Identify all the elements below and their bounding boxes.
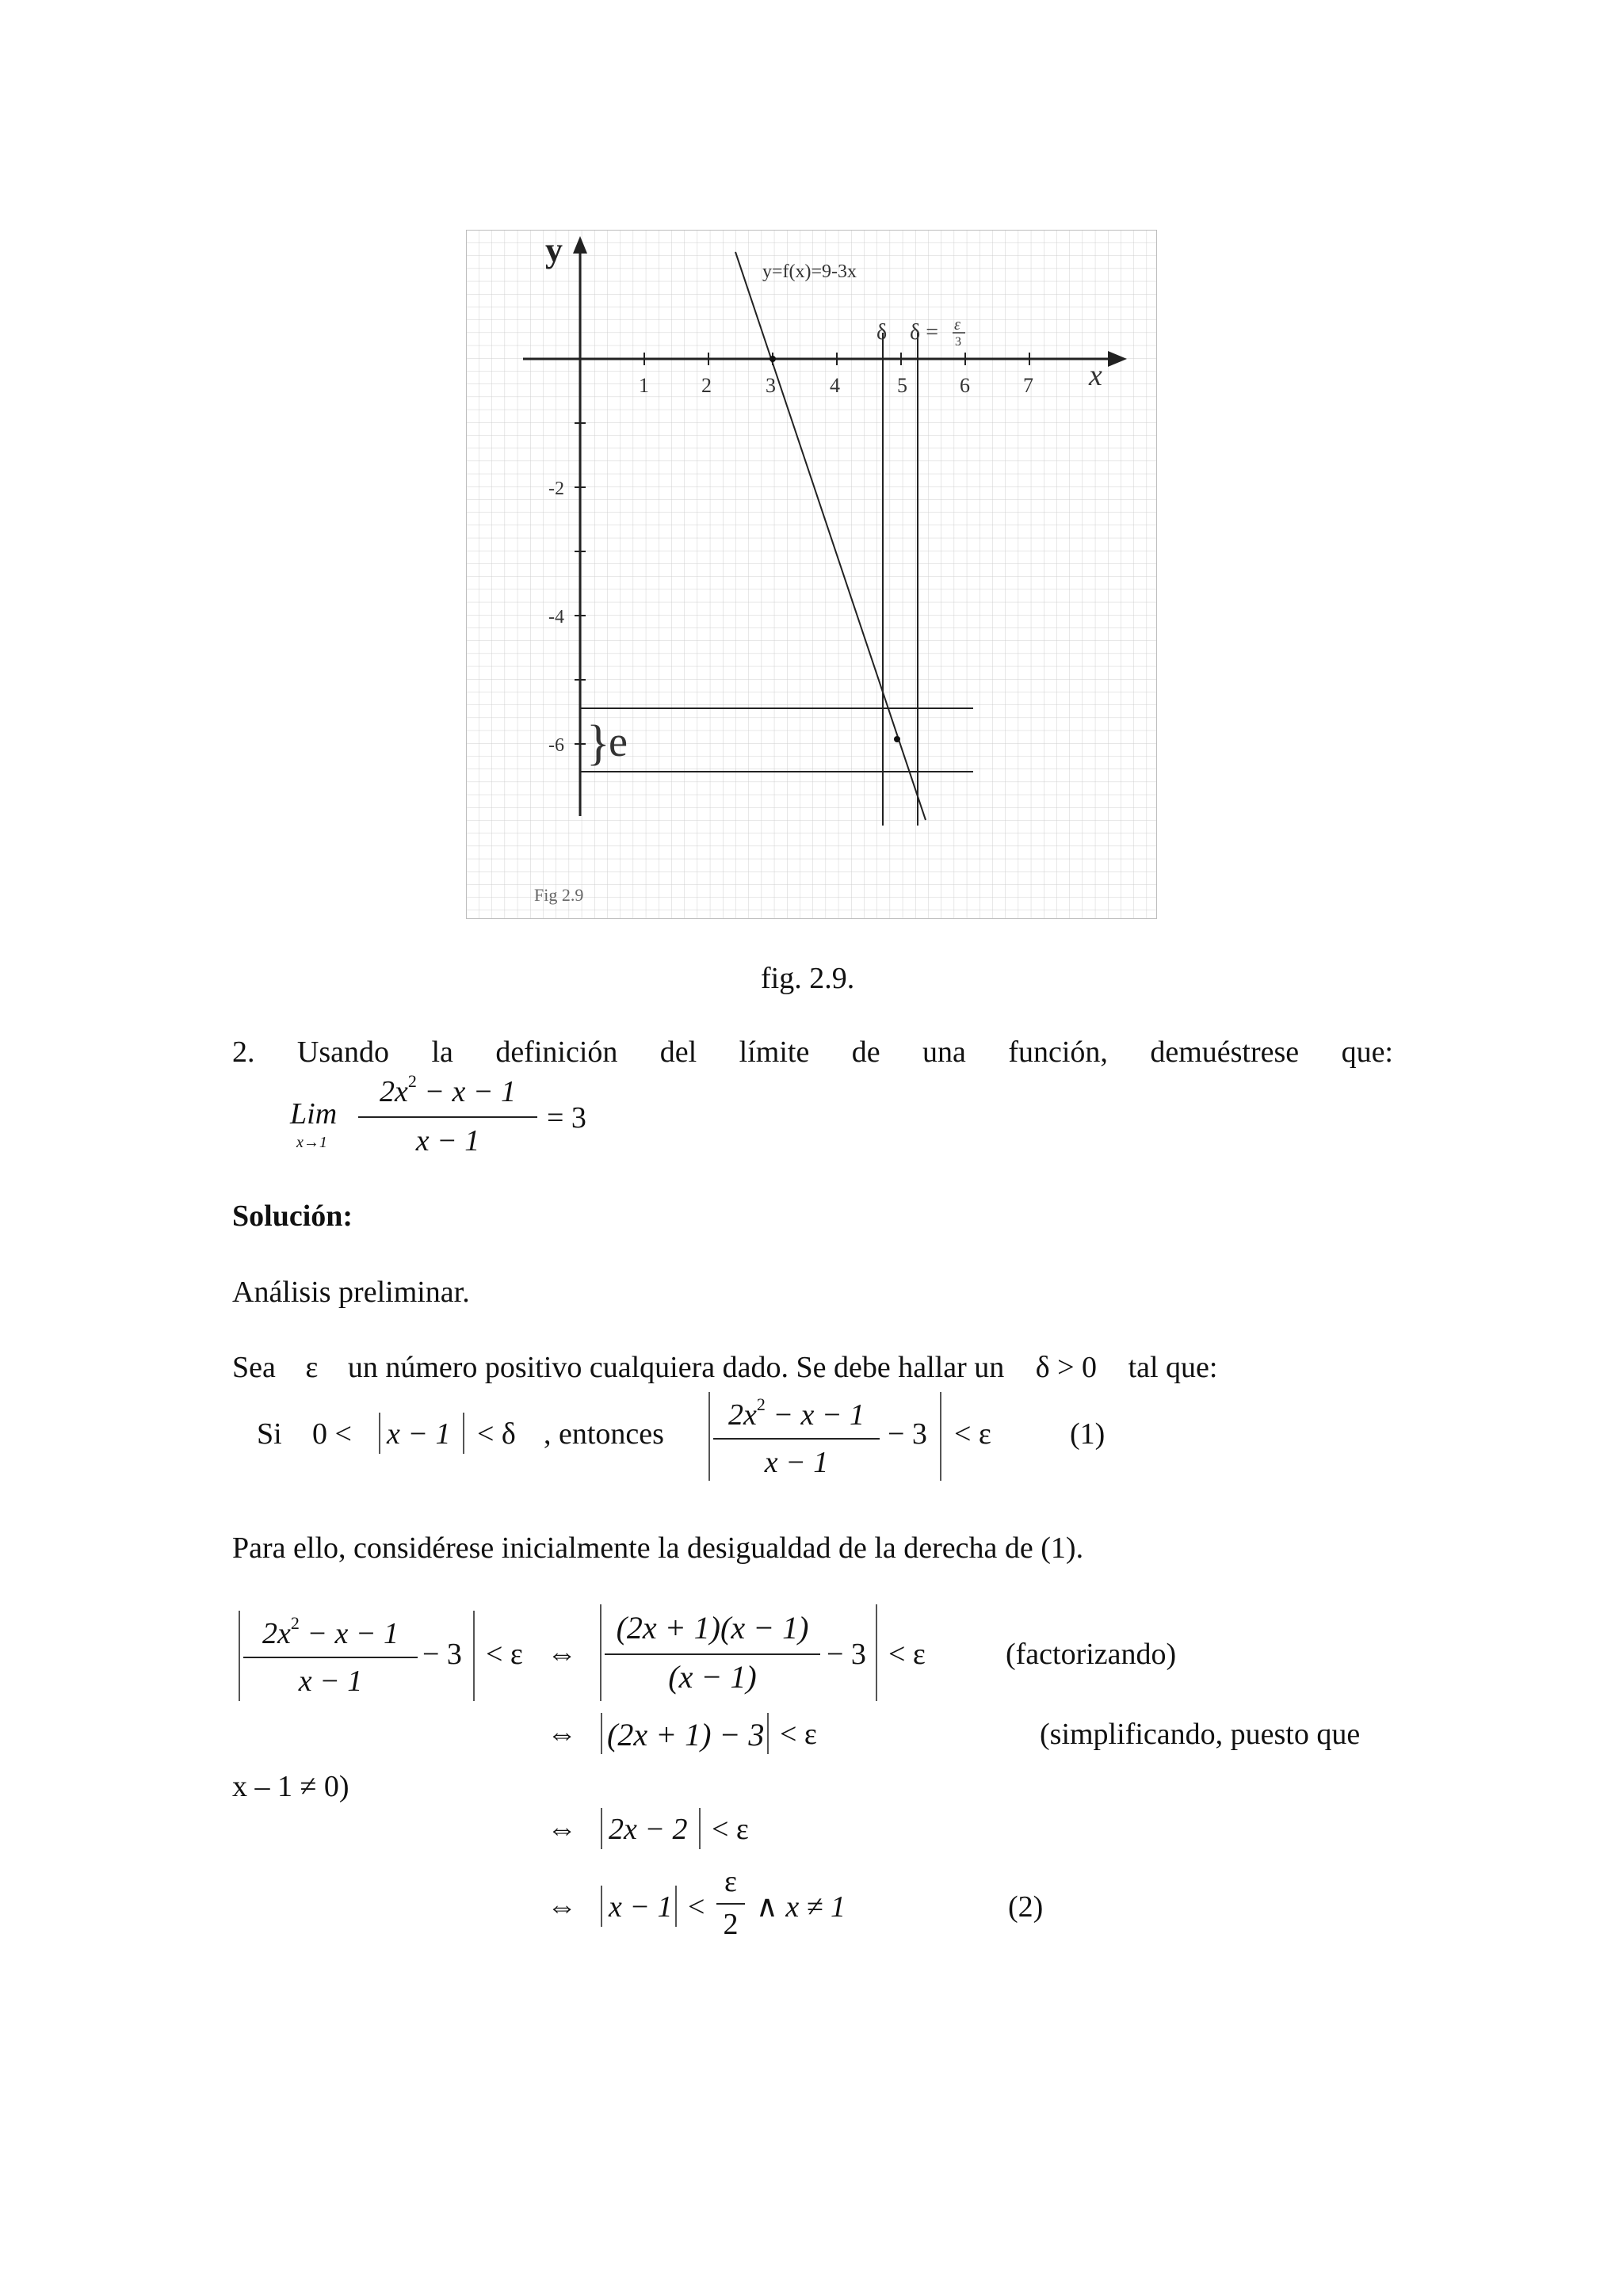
- exponent: 2: [756, 1394, 766, 1414]
- l4-rest: ∧ x ≠ 1: [756, 1890, 846, 1924]
- note-simplificando-continued: x – 1 ≠ 0): [232, 1770, 349, 1803]
- equation-tag-2: (2): [1008, 1890, 1044, 1924]
- derivation-line-4: [544, 1862, 1098, 1949]
- l1-fraction: [243, 1608, 418, 1703]
- y-tick-label: -6: [548, 735, 564, 756]
- derivation-line-1: [234, 1604, 1209, 1707]
- r1-denominator: (x − 1): [668, 1659, 757, 1695]
- zero-lt: 0 <: [312, 1417, 352, 1451]
- fraction-denominator: x − 1: [415, 1124, 480, 1158]
- l4-numerator: ε: [724, 1865, 737, 1898]
- l2-inner: (2x + 1) − 3: [607, 1717, 765, 1753]
- word: de: [851, 1035, 880, 1069]
- si-word: Si: [257, 1417, 282, 1451]
- root-point: [769, 356, 776, 362]
- derivation-line-2: [544, 1711, 1392, 1759]
- l3-lt-eps: < ε: [712, 1813, 749, 1846]
- epsilon-symbol: ε: [305, 1351, 319, 1384]
- minus-three: − 3: [888, 1417, 927, 1451]
- derivation-line-3: [544, 1806, 861, 1854]
- analysis-heading: Análisis preliminar.: [232, 1276, 470, 1309]
- r1-lt-eps: < ε: [888, 1638, 926, 1671]
- figure-2-9: [466, 230, 1157, 919]
- y-axis-label: y: [545, 231, 563, 269]
- problem-number: 2.: [232, 1035, 255, 1069]
- word: demuéstrese: [1150, 1035, 1300, 1069]
- l3-inner: 2x − 2: [609, 1813, 688, 1846]
- l1-lt-eps: < ε: [486, 1638, 523, 1671]
- sea-text: un número positivo cualquiera dado. Se debe hallar un: [347, 1351, 1005, 1384]
- equation-tag-1: (1): [1070, 1417, 1106, 1451]
- word: límite: [739, 1035, 810, 1069]
- epsilon-label: e: [609, 718, 628, 765]
- word: Usando: [296, 1035, 390, 1069]
- word: del: [659, 1035, 697, 1069]
- entonces-word: , entonces: [544, 1417, 664, 1451]
- x-tick-label: 6: [960, 374, 970, 397]
- sea-line: [232, 1352, 1217, 1383]
- fraction-numerator-b: − x − 1: [773, 1398, 865, 1432]
- fraction-numerator-a: 2x: [727, 1398, 757, 1432]
- epsilon-brace: }: [586, 716, 610, 770]
- delta-eq-label: δ =: [910, 320, 938, 345]
- x-tick-label: 4: [830, 374, 840, 397]
- word: que:: [1341, 1035, 1393, 1069]
- exponent: 2: [407, 1071, 417, 1091]
- lim-subscript: x→1: [296, 1134, 327, 1151]
- problem-statement: [232, 1037, 1393, 1067]
- note-simplificando: (simplificando, puesto que: [1040, 1718, 1361, 1751]
- word: la: [431, 1035, 453, 1069]
- x-tick-label: 7: [1023, 374, 1033, 397]
- x-tick-label: 3: [766, 374, 776, 397]
- function-label: y=f(x)=9-3x: [762, 261, 857, 282]
- r1-fraction: [605, 1604, 820, 1703]
- iff-icon: ⇔: [547, 1813, 577, 1846]
- note-factorizando: (factorizando): [1006, 1638, 1177, 1671]
- l4-lt: <: [688, 1890, 705, 1924]
- x-axis-label: x: [1089, 359, 1102, 392]
- delta-condition: δ > 0: [1035, 1351, 1098, 1384]
- solution-heading: Solución:: [232, 1199, 353, 1233]
- r1-minus-three: − 3: [827, 1638, 866, 1671]
- l2-lt-eps: < ε: [780, 1718, 817, 1751]
- l4-denominator: 2: [723, 1908, 739, 1941]
- l4-fraction: [716, 1862, 745, 1941]
- lim-word: Lim: [290, 1097, 338, 1131]
- iff-icon: ⇔: [547, 1890, 577, 1924]
- fraction-numerator-b: − x − 1: [307, 1617, 399, 1650]
- si-line: [254, 1390, 1165, 1486]
- delta-eps-label: ε: [954, 316, 960, 334]
- delta-three-label: 3: [955, 335, 961, 349]
- sea-text-end: tal que:: [1128, 1351, 1218, 1384]
- iff-icon: ⇔: [547, 1638, 577, 1671]
- fraction-numerator-a: 2x: [262, 1617, 291, 1650]
- fraction-denominator: x − 1: [764, 1446, 829, 1479]
- limit-point: [894, 736, 900, 742]
- word: función,: [1008, 1035, 1108, 1069]
- word: una: [922, 1035, 966, 1069]
- y-tick-label: -2: [548, 479, 564, 499]
- x-tick-label: 2: [701, 374, 712, 397]
- r1-numerator: (2x + 1)(x − 1): [616, 1610, 809, 1646]
- si-fraction: [713, 1390, 880, 1478]
- x-tick-label: 5: [897, 374, 907, 397]
- fraction-numerator-b: − x − 1: [424, 1075, 517, 1108]
- figure-caption: fig. 2.9.: [761, 962, 855, 995]
- para-ello: Para ello, considérese inicialmente la desigualdad de la derecha de (1).: [232, 1531, 1084, 1565]
- lt-delta: < δ: [477, 1417, 516, 1451]
- exponent: 2: [290, 1613, 300, 1633]
- limit-rhs: = 3: [547, 1101, 586, 1135]
- limit-expression: [285, 1071, 602, 1161]
- l4-inner: x − 1: [609, 1890, 673, 1924]
- delta-label: δ: [876, 320, 888, 345]
- abs-inner: x − 1: [387, 1417, 451, 1451]
- fraction-denominator: x − 1: [298, 1665, 363, 1698]
- limit-fraction: [358, 1071, 537, 1161]
- sea-word: Sea: [232, 1351, 276, 1384]
- x-tick-label: 1: [639, 374, 649, 397]
- figure-tag: Fig 2.9: [534, 885, 584, 905]
- word: definición: [495, 1035, 618, 1069]
- y-tick-label: -4: [548, 607, 564, 627]
- l1-minus-three: − 3: [422, 1638, 462, 1671]
- iff-icon: ⇔: [547, 1718, 577, 1751]
- lt-eps: < ε: [954, 1417, 991, 1451]
- fraction-numerator-a: 2x: [379, 1075, 408, 1108]
- graph-paper-grid: [466, 230, 1157, 919]
